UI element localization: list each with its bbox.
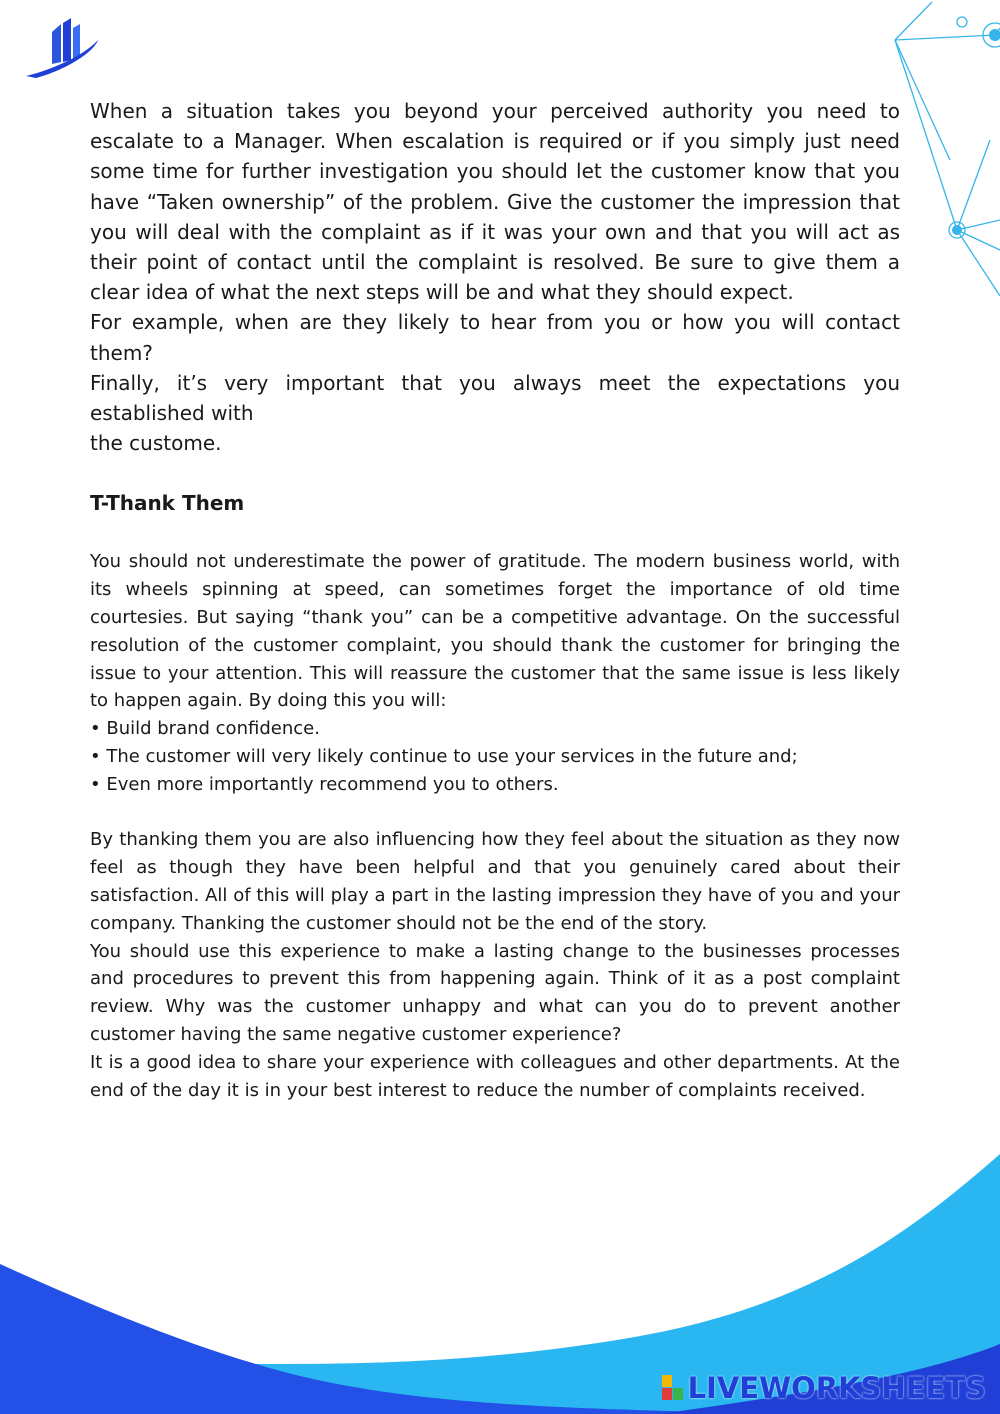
liveworksheets-mark-icon <box>662 1375 684 1401</box>
building-logo-icon <box>22 18 102 80</box>
brand-name: LIVEWORKSHEETS <box>687 1371 986 1405</box>
intro-paragraph-tail: the custome. <box>90 431 222 456</box>
closing-paragraph: It is a good idea to share your experience with colleagues and other departments. At the end of the day it is in your best interest to reduce the number of complaints received. <box>90 1051 900 1101</box>
bullet-item: • Even more importantly recommend you to others. <box>90 773 559 795</box>
closing-paragraph: You should use this experience to make a lasting change to the businesses processes and procedures to prevent this from happening again. Think of it as a post complaint review. Why was the customer unhappy and what can you do to prevent another customer having the same negative customer experience? <box>90 940 900 1045</box>
liveworksheets-brand[interactable] <box>662 1368 986 1408</box>
bullet-item: • Build brand confidence. <box>90 718 320 740</box>
intro-paragraph: When a situation takes you beyond your perceived authority you need to escalate to a Manager. When escalation is required or if you simply just need some time for further investigation you should let the customer know that you have “Taken ownership” of the problem. Give the customer the impression that you will deal with the complaint as if it was your own and that you will act as their point of contact until the complaint is resolved. Be sure to give them a clear idea of what the next steps will be and what they should expect. <box>90 99 900 305</box>
section-heading: T-Thank Them <box>90 491 245 516</box>
bullet-item: • The customer will very likely continue to use your services in the future and; <box>90 746 798 768</box>
spacer <box>90 799 900 827</box>
closing-paragraph: By thanking them you are also influencing how they feel about the situation as they now feel as though they have been helpful and that you genuinely cared about their satisfaction. All of this will play a part in the lasting impression they have of you and your company. Thanking the customer should not be the end of the story. <box>90 829 900 934</box>
intro-paragraph: For example, when are they likely to hear from you or how you will contact them? <box>90 310 900 365</box>
document-body <box>90 96 900 1104</box>
intro-paragraph: Finally, it’s very important that you always meet the expectations you established with <box>90 370 900 426</box>
bullet-list <box>90 715 900 798</box>
section-paragraph: You should not underestimate the power of gratitude. The modern business world, with its wheels spinning at speed, can sometimes forget the importance of old time courtesies. But saying “thank you” can be a competitive advantage. On the successful resolution of the customer complaint, you should thank the customer for bringing the issue to your attention. This will reassure the customer that the same issue is less likely to happen again. By doing this you will: <box>90 551 900 712</box>
